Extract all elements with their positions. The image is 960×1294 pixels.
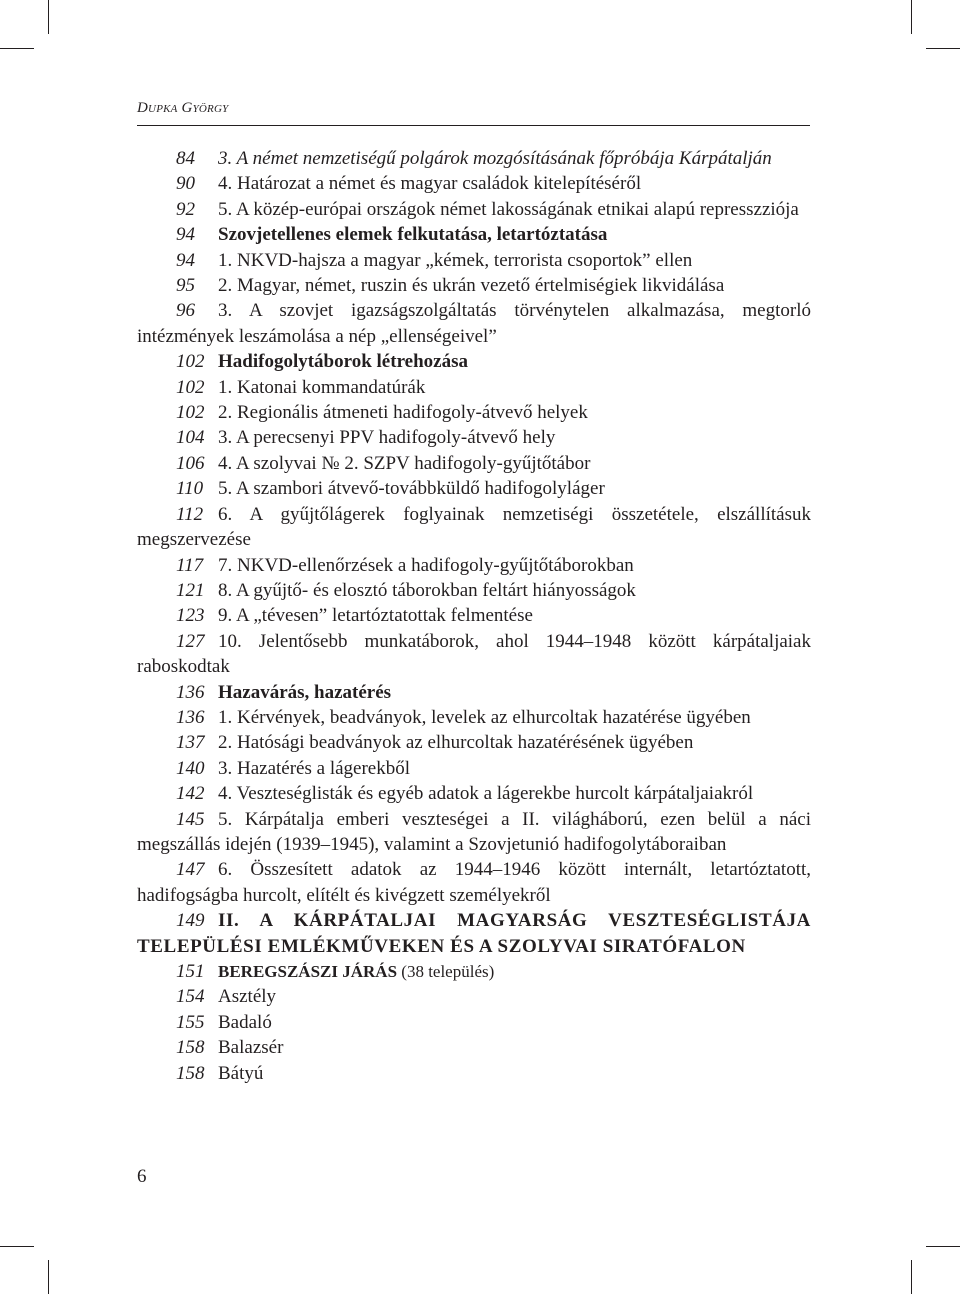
toc-entry-title: Badaló bbox=[218, 1011, 272, 1033]
toc-entry-title: Hadifogolytáborok létrehozása bbox=[218, 351, 468, 373]
toc-entry bbox=[137, 197, 811, 222]
crop-mark bbox=[911, 1260, 912, 1294]
toc-entry bbox=[137, 146, 811, 171]
toc-page-number: 96 bbox=[176, 300, 195, 322]
toc-entry-title: 1. Katonai kommandatúrák bbox=[218, 376, 426, 398]
toc-page-number: 106 bbox=[176, 452, 205, 474]
header-rule bbox=[137, 125, 810, 126]
district-name: BEREGSZÁSZI JÁRÁS bbox=[218, 962, 398, 981]
toc-entry-title: 4. Veszteséglisták és egyéb adatok a lágerekbe hurcolt kárpátaljaiakról bbox=[218, 783, 754, 805]
toc-entry bbox=[137, 984, 811, 1009]
toc-page-number: 112 bbox=[176, 503, 204, 525]
toc-entry-title: 2. Magyar, német, ruszin és ukrán vezető értelmiségiek likvidálása bbox=[218, 275, 725, 297]
toc-entry-title: 3. A német nemzetiségű polgárok mozgósításának főpróbája Kárpátalján bbox=[218, 148, 772, 169]
crop-mark bbox=[48, 1260, 49, 1294]
toc-entry bbox=[137, 171, 811, 196]
toc-page-number: 155 bbox=[176, 1011, 205, 1033]
toc-entry-title: 4. Határozat a német és magyar családok kitelepítéséről bbox=[218, 173, 642, 195]
toc-entry bbox=[137, 705, 811, 730]
crop-mark bbox=[48, 0, 49, 34]
toc-entry-title: Balazsér bbox=[218, 1037, 284, 1059]
toc-entry-title: 3. A perecsenyi PPV hadifogoly-átvevő hely bbox=[218, 427, 556, 449]
toc-page-number: 117 bbox=[176, 554, 204, 576]
running-head: DUPKA GYÖRGY bbox=[137, 100, 229, 116]
toc-entry-title: Bátyú bbox=[218, 1062, 264, 1084]
toc-entry-title: 3. A szovjet igazságszolgáltatás törvénytelen alkalmazása, megtorló intézmények leszámolása a nép „ellenségeivel” bbox=[137, 300, 811, 347]
toc-entry bbox=[137, 553, 811, 578]
crop-mark bbox=[911, 0, 912, 34]
toc-page-number: 158 bbox=[176, 1037, 205, 1059]
toc-page-number: 136 bbox=[176, 681, 205, 703]
toc-entry bbox=[137, 807, 811, 858]
toc-page-number: 149 bbox=[176, 910, 205, 932]
toc-page-number: 90 bbox=[176, 173, 195, 195]
toc-page-number: 104 bbox=[176, 427, 205, 449]
toc-page-number: 92 bbox=[176, 198, 195, 220]
toc-entry-title: 9. A „tévesen” letartóztatottak felmentése bbox=[218, 605, 533, 627]
toc-entry-title: 1. NKVD-hajsza a magyar „kémek, terrorista csoportok” ellen bbox=[218, 249, 693, 271]
toc-entry-title: 6. A gyűjtőlágerek foglyainak nemzetiségi összetétele, elszállításuk megszervezése bbox=[137, 503, 811, 551]
toc-entry-title: 5. A közép-európai országok német lakosságának etnikai alapú represszziója bbox=[218, 198, 799, 220]
toc-entry bbox=[137, 375, 811, 400]
crop-mark bbox=[926, 1246, 960, 1247]
toc-entry-title: 4. A szolyvai № 2. SZPV hadifogoly-gyűjtőtábor bbox=[218, 452, 591, 474]
toc-page-number: 102 bbox=[176, 402, 205, 424]
toc-entry bbox=[137, 476, 811, 501]
toc-page-number: 110 bbox=[176, 478, 204, 500]
toc-page-number: 151 bbox=[176, 961, 205, 982]
toc-entry bbox=[137, 273, 811, 298]
crop-mark bbox=[0, 1246, 34, 1247]
toc-page-number: 121 bbox=[176, 579, 205, 601]
toc-entry bbox=[137, 629, 811, 680]
toc-page-number: 102 bbox=[176, 351, 205, 373]
page-number: 6 bbox=[137, 1166, 147, 1187]
toc-entry-title: 7. NKVD-ellenőrzések a hadifogoly-gyűjtőtáborokban bbox=[218, 554, 634, 576]
table-of-contents bbox=[137, 146, 811, 1086]
toc-entry bbox=[137, 298, 811, 349]
toc-page-number: 158 bbox=[176, 1062, 205, 1084]
toc-entry bbox=[137, 680, 811, 705]
toc-entry bbox=[137, 1061, 811, 1086]
toc-entry bbox=[137, 578, 811, 603]
toc-entry bbox=[137, 730, 811, 755]
toc-entry bbox=[137, 425, 811, 450]
toc-entry-title: 5. Kárpátalja emberi veszteségei a II. világháború, ezen belül a náci megszállás idején (1939–1945), valamint a Szovjetunió hadifogolytáboraiban bbox=[137, 808, 811, 855]
district-count: (38 település) bbox=[397, 962, 495, 981]
toc-entry bbox=[137, 908, 811, 959]
toc-entry bbox=[137, 603, 811, 628]
toc-entry-title: 6. Összesített adatok az 1944–1946 között internált, letartóztatott, hadifogságba hurcolt, elítélt és kivégzett személyekről bbox=[137, 859, 811, 906]
toc-entry bbox=[137, 451, 811, 476]
toc-entry-title: 1. Kérvények, beadványok, levelek az elhurcoltak hazatérése ügyében bbox=[218, 706, 751, 728]
toc-page-number: 142 bbox=[176, 783, 205, 805]
toc-entry-title: Szovjetellenes elemek felkutatása, letartóztatása bbox=[218, 224, 608, 246]
toc-entry-title: 5. A szambori átvevő-továbbküldő hadifogolyláger bbox=[218, 478, 605, 500]
toc-entry-title bbox=[218, 961, 494, 982]
toc-entry bbox=[137, 857, 811, 908]
toc-entry bbox=[137, 502, 811, 553]
toc-entry-title: 3. Hazatérés a lágerekből bbox=[218, 757, 411, 779]
toc-page-number: 94 bbox=[176, 224, 195, 246]
toc-entry bbox=[137, 400, 811, 425]
toc-page-number: 94 bbox=[176, 249, 195, 271]
toc-page-number: 147 bbox=[176, 859, 205, 881]
toc-page-number: 102 bbox=[176, 376, 205, 398]
toc-page-number: 123 bbox=[176, 605, 205, 627]
toc-entry-title: 2. Regionális átmeneti hadifogoly-átvevő helyek bbox=[218, 402, 588, 424]
toc-entry bbox=[137, 756, 811, 781]
toc-page-number: 137 bbox=[176, 732, 205, 754]
toc-page-number: 95 bbox=[176, 275, 195, 297]
toc-entry-title: 2. Hatósági beadványok az elhurcoltak hazatérésének ügyében bbox=[218, 732, 694, 754]
toc-entry-title: Hazavárás, hazatérés bbox=[218, 681, 392, 703]
toc-page-number: 84 bbox=[176, 148, 195, 169]
toc-entry bbox=[137, 248, 811, 273]
toc-page-number: 136 bbox=[176, 706, 205, 728]
crop-mark bbox=[926, 48, 960, 49]
toc-entry bbox=[137, 222, 811, 247]
toc-page-number: 145 bbox=[176, 808, 205, 830]
toc-page-number: 154 bbox=[176, 986, 205, 1008]
toc-entry-title: 8. A gyűjtő- és elosztó táborokban feltárt hiányosságok bbox=[218, 579, 636, 601]
toc-entry-title: Asztély bbox=[218, 986, 277, 1008]
toc-entry bbox=[137, 1035, 811, 1060]
toc-page-number: 140 bbox=[176, 757, 205, 779]
crop-mark bbox=[0, 48, 34, 49]
toc-entry bbox=[137, 1010, 811, 1035]
toc-entry bbox=[137, 349, 811, 374]
toc-entry-title: II. A KÁRPÁTALJAI MAGYARSÁG VESZTESÉGLISTÁJA TELEPÜLÉSI EMLÉKMŰVEKEN ÉS A SZOLYVAI SIRATÓFALON bbox=[137, 910, 811, 957]
toc-entry-title: 10. Jelentősebb munkatáborok, ahol 1944–1948 között kárpátaljaiak raboskodtak bbox=[137, 630, 811, 678]
toc-page-number: 127 bbox=[176, 630, 205, 652]
toc-entry bbox=[137, 959, 811, 984]
toc-entry bbox=[137, 781, 811, 806]
